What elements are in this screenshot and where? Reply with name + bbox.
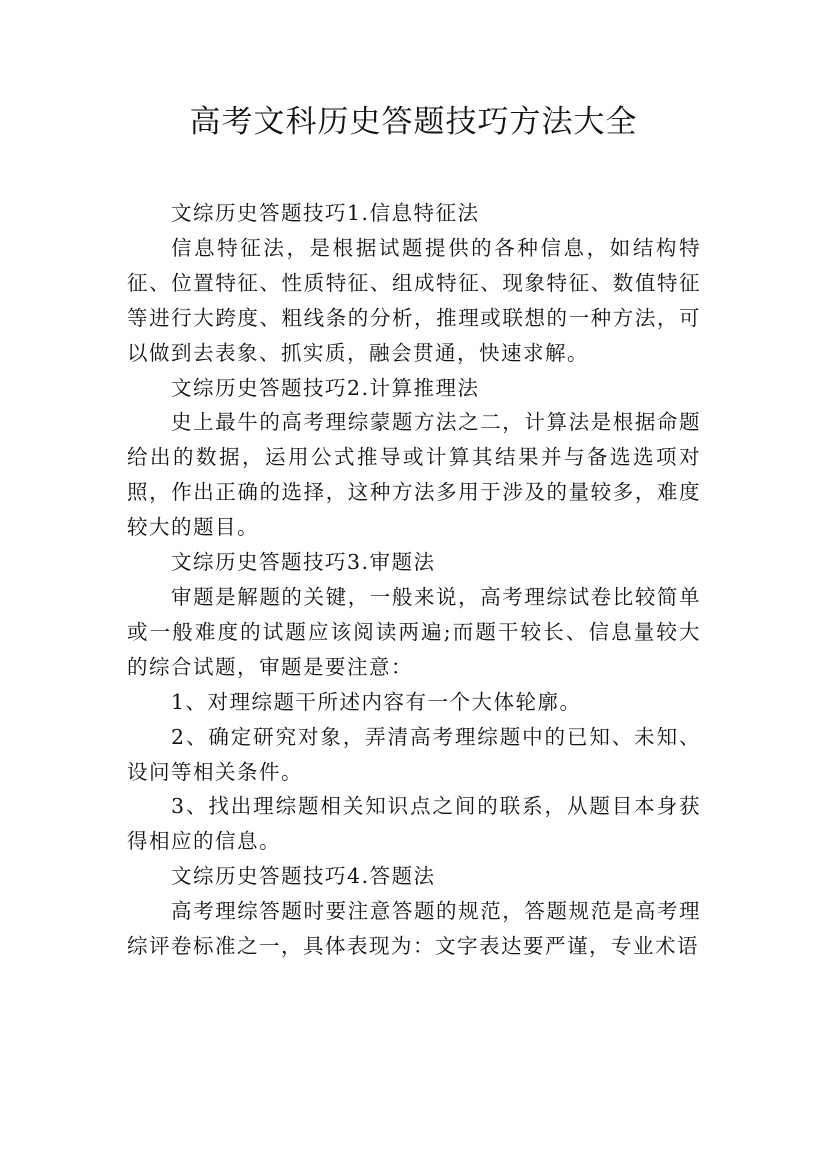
paragraph: 史上最牛的高考理综蒙题方法之二，计算法是根据命题给出的数据，运用公式推导或计算其结果并与备选选项对照，作出正确的选择，这种方法多用于涉及的量较多，难度较大的题目。 [127, 410, 701, 540]
paragraph: 高考理综答题时要注意答题的规范，答题规范是高考理综评卷标准之一，具体表现为：文字表达要严谨，专业术语 [127, 899, 701, 959]
paragraph: 审题是解题的关键，一般来说，高考理综试卷比较简单或一般难度的试题应该阅读两遍;而题干较长、信息量较大的综合试题，审题是要注意： [127, 584, 701, 679]
section-heading-4: 文综历史答题技巧4.答题法 [171, 864, 436, 889]
list-item-1: 1、对理综题干所述内容有一个大体轮廓。 [171, 689, 582, 714]
section-heading-2: 文综历史答题技巧2.计算推理法 [171, 375, 480, 400]
document-body [127, 196, 701, 964]
paragraph: 信息特征法，是根据试题提供的各种信息，如结构特征、位置特征、性质特征、组成特征、现象特征、数值特征等进行大跨度、粗线条的分析，推理或联想的一种方法，可以做到去表象、抓实质，融会贯通，快速求解。 [127, 235, 701, 365]
section-heading-1: 文综历史答题技巧1.信息特征法 [171, 201, 480, 225]
section-heading-3: 文综历史答题技巧3.审题法 [171, 550, 436, 575]
list-item-3: 3、找出理综题相关知识点之间的联系，从题目本身获得相应的信息。 [127, 794, 701, 854]
document-title: 高考文科历史答题技巧方法大全 [189, 104, 638, 140]
list-item-2: 2、确定研究对象，弄清高考理综题中的已知、未知、设问等相关条件。 [127, 724, 701, 784]
